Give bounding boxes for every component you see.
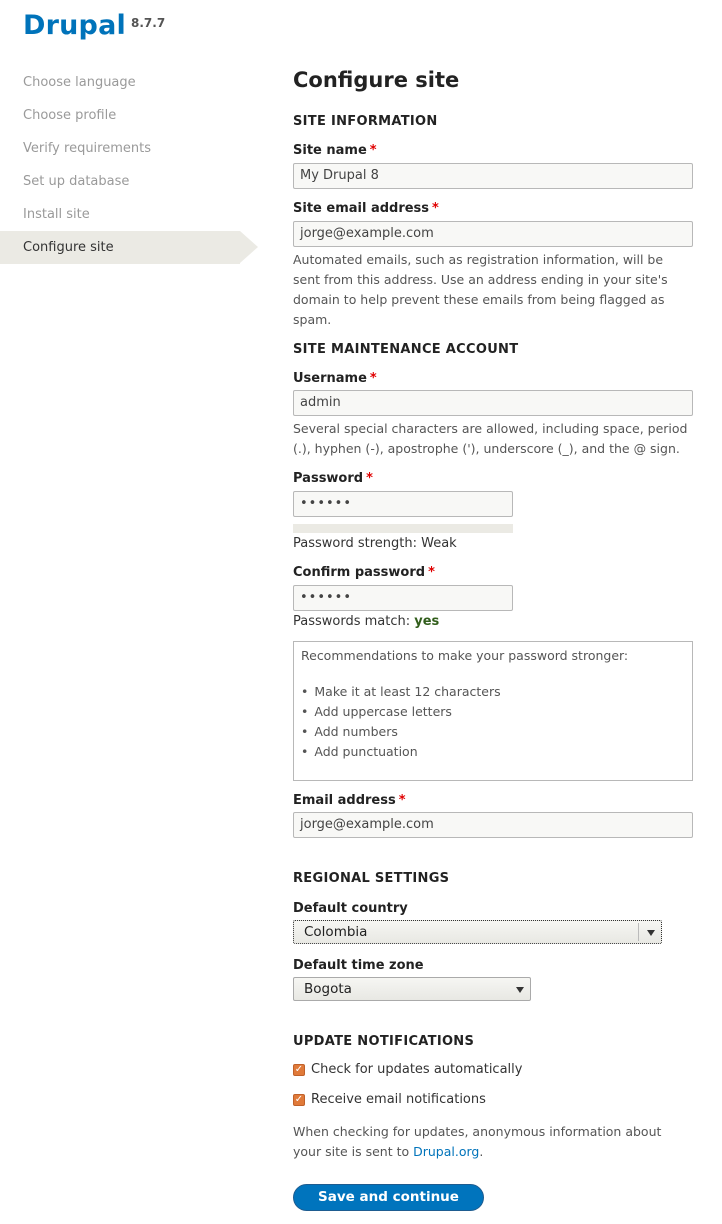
chevron-down-icon [647, 930, 655, 936]
recommendation-item: • Make it at least 12 characters [301, 682, 685, 702]
step-verify-requirements: Verify requirements [23, 141, 152, 156]
passwords-match: Passwords match: yes [293, 614, 440, 629]
password-strength-bar [293, 524, 513, 533]
email-notifications-checkbox[interactable]: ✓ [294, 1094, 304, 1105]
default-country-label: Default country [293, 901, 408, 916]
confirm-password-input[interactable]: •••••• [293, 585, 513, 611]
save-and-continue-button[interactable]: Save and continue [293, 1184, 484, 1211]
step-install-site: Install site [23, 207, 90, 222]
recommendation-item: • Add numbers [301, 722, 685, 742]
step-configure-site: Configure site [0, 231, 240, 264]
recommendation-item: • Add uppercase letters [301, 702, 685, 722]
site-email-input[interactable]: jorge@example.com [293, 221, 693, 247]
page-title: Configure site [293, 68, 460, 92]
passwords-match-value: yes [414, 614, 440, 629]
check-updates-checkbox[interactable]: ✓ [294, 1064, 304, 1075]
site-name-label: Site name * [293, 143, 377, 158]
section-regional-settings: REGIONAL SETTINGS [293, 871, 450, 886]
step-choose-profile: Choose profile [23, 108, 117, 123]
drupal-version: 8.7.7 [131, 16, 166, 30]
default-timezone-select[interactable]: Bogota [293, 977, 531, 1001]
account-email-label: Email address * [293, 793, 406, 808]
email-notifications-label[interactable]: Receive email notifications [311, 1092, 486, 1107]
default-country-select[interactable]: Colombia [293, 920, 662, 944]
email-notifications-option[interactable] [293, 1092, 513, 1110]
account-email-input[interactable]: jorge@example.com [293, 812, 693, 838]
site-email-label: Site email address * [293, 201, 439, 216]
site-email-description: Automated emails, such as registration information, will be sent from this address. Use an address ending in your site's domain to help prevent these emails from being flagged as spam. [293, 252, 668, 327]
default-timezone-label: Default time zone [293, 958, 424, 973]
step-set-up-database: Set up database [23, 174, 130, 189]
password-strength-text: Password strength: Weak [293, 536, 457, 551]
password-input[interactable]: •••••• [293, 491, 513, 517]
section-site-information: SITE INFORMATION [293, 114, 438, 129]
chevron-down-icon [516, 987, 524, 993]
check-updates-label[interactable]: Check for updates automatically [311, 1062, 523, 1077]
username-description: Several special characters are allowed, including space, period (.), hyphen (-), apostrophe ('), underscore (_), and the @ sign. [293, 421, 688, 456]
password-label: Password * [293, 471, 373, 486]
section-update-notifications: UPDATE NOTIFICATIONS [293, 1034, 475, 1049]
username-input[interactable]: admin [293, 390, 693, 416]
drupal-org-link[interactable]: Drupal.org [413, 1144, 480, 1159]
password-recommendations [293, 641, 693, 781]
update-notifications-description: When checking for updates, anonymous information about your site is sent to Drupal.org. [293, 1124, 662, 1159]
check-updates-option[interactable] [293, 1062, 553, 1080]
drupal-logo: Drupal [23, 10, 126, 41]
site-name-input[interactable]: My Drupal 8 [293, 163, 693, 189]
recommendation-item: • Add punctuation [301, 742, 685, 762]
installer-steps [0, 66, 260, 264]
step-choose-language: Choose language [23, 75, 136, 90]
recommendations-title: Recommendations to make your password stronger: [301, 648, 629, 663]
section-site-maintenance-account: SITE MAINTENANCE ACCOUNT [293, 342, 519, 357]
confirm-password-label: Confirm password * [293, 565, 435, 580]
username-label: Username * [293, 371, 377, 386]
